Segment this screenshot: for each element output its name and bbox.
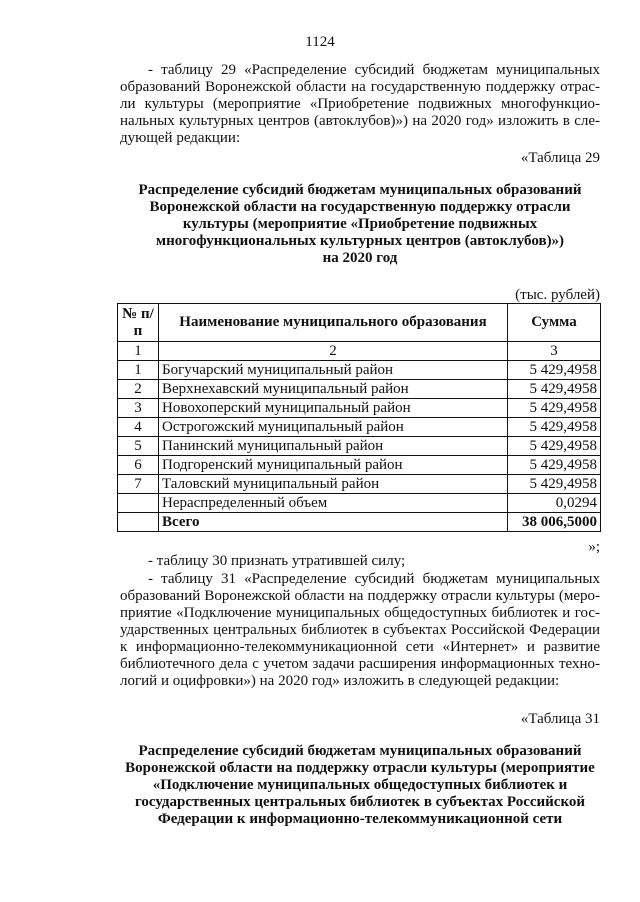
currency-unit: (тыс. рублей) [515,287,600,303]
heading-line: «Подключение муниципальных общедоступных библиотек и [152,777,568,793]
row-name: Острогожский муниципальный район [159,418,508,437]
intro-line: образований Воронежской области на государственную поддержку отрас- [120,79,600,95]
heading-line: Воронежской области на поддержку отрасли культуры (мероприятие [125,760,595,776]
table29-label: «Таблица 29 [520,150,600,166]
col-header-num: № п/п [118,304,159,342]
row-num: 5 [118,437,159,456]
total-label: Всего [159,513,508,532]
page-number: 1124 [305,34,335,50]
row-name: Таловский муниципальный район [159,475,508,494]
table31-line: логий и оцифровки») на 2020 год» изложить в следующей редакции: [120,673,560,689]
row-name: Панинский муниципальный район [159,437,508,456]
total-sum: 38 006,5000 [508,513,601,532]
index-cell: 1 [118,342,159,361]
col-header-sum: Сумма [508,304,601,342]
header-row [118,304,601,342]
row-name: Новохоперский муниципальный район [159,399,508,418]
heading-line: Распределение субсидий бюджетам муниципальных образований [138,182,582,198]
table31-paragraph [120,571,600,690]
heading-line: культуры (мероприятие «Приобретение подвижных [182,216,538,232]
subsidy-table-29 [117,303,601,532]
heading-line: государственных центральных библиотек в субъектах Российской [134,794,586,810]
table-row [118,399,601,418]
table31-line: - таблицу 31 «Распределение субсидий бюджетам муниципальных [148,571,600,587]
table31-line: ударственных центральных библиотек в субъектах Российской Федерации [120,622,600,638]
row-sum: 5 429,4958 [508,361,601,380]
table-row [118,361,601,380]
row-name: Верхнехавский муниципальный район [159,380,508,399]
row-name: Богучарский муниципальный район [159,361,508,380]
table29-heading [110,182,610,267]
table31-line: к информационно-телекоммуникационной сети «Интернет» и развитие [120,639,600,655]
row-num: 2 [118,380,159,399]
table-row [118,418,601,437]
table31-line: библиотечного дела с учетом задачи расширения информационных техно- [120,656,600,672]
row-num: 7 [118,475,159,494]
total-row [118,513,601,532]
heading-line: Федерации к информационно-телекоммуникационной сети [157,811,563,827]
col-header-name: Наименование муниципального образования [159,304,508,342]
heading-line: на 2020 год [322,250,398,266]
table30-paragraph [120,553,600,570]
row-sum: 5 429,4958 [508,418,601,437]
intro-line: дующей редакции: [120,130,241,146]
table31-line: образований Воронежской области на поддержку отрасли культуры (меро- [120,588,600,604]
table-row [118,475,601,494]
unallocated-row [118,494,601,513]
row-sum: 5 429,4958 [508,380,601,399]
index-row [118,342,601,361]
row-sum: 5 429,4958 [508,456,601,475]
row-num: 6 [118,456,159,475]
intro-paragraph [120,62,600,147]
table-row [118,437,601,456]
heading-line: Воронежской области на государственную поддержку отрасли [149,199,571,215]
row-sum: 5 429,4958 [508,399,601,418]
row-num: 4 [118,418,159,437]
heading-line: Распределение субсидий бюджетам муниципальных образований [138,743,582,759]
table-row [118,456,601,475]
intro-line: - таблицу 29 «Распределение субсидий бюджетам муниципальных [148,62,600,78]
table31-line: приятие «Подключение муниципальных общедоступных библиотек и гос- [120,605,600,621]
row-name: Подгоренский муниципальный район [159,456,508,475]
heading-line: многофункциональных культурных центров (автоклубов)») [155,233,565,249]
row-sum: 5 429,4958 [508,475,601,494]
intro-line: ли культуры (мероприятие «Приобретение подвижных многофункцио- [120,96,600,112]
index-cell: 3 [508,342,601,361]
table31-label: «Таблица 31 [520,711,600,727]
row-sum: 5 429,4958 [508,437,601,456]
row-num: 1 [118,361,159,380]
unallocated-label: Нераспределенный объем [159,494,508,513]
table-row [118,380,601,399]
table29-close-quote: »; [588,539,600,555]
table31-heading [110,743,610,828]
intro-line: нальных культурных центров (автоклубов)») на 2020 год» изложить в сле- [120,113,600,129]
table30-line: - таблицу 30 признать утратившей силу; [148,553,406,569]
index-cell: 2 [159,342,508,361]
unallocated-sum: 0,0294 [508,494,601,513]
row-num: 3 [118,399,159,418]
